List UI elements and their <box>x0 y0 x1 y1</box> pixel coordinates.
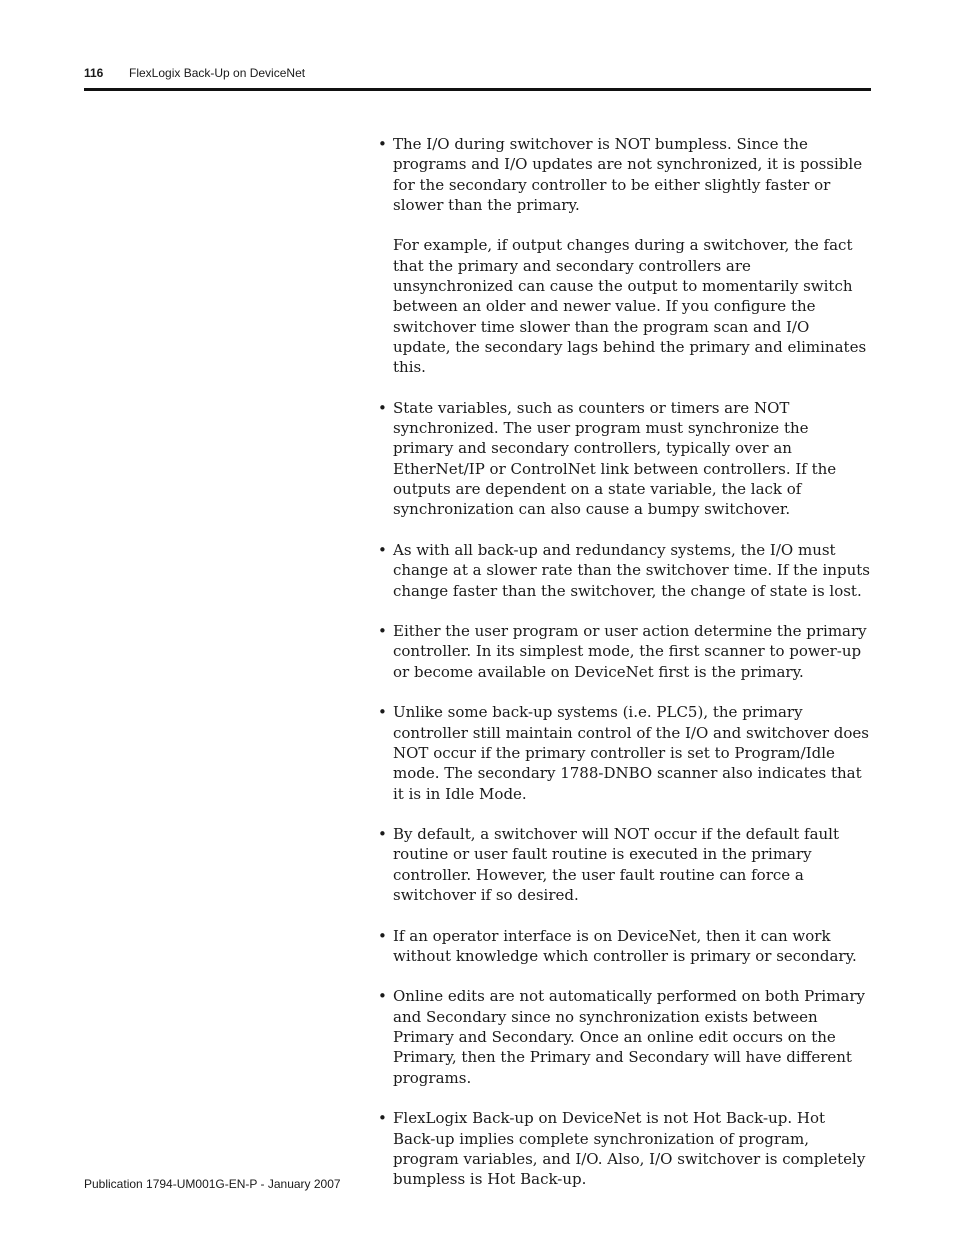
bullet-item-io-change-rate <box>378 540 871 601</box>
bullet-icon: • <box>378 1109 387 1128</box>
bullet-text: By default, a switchover will NOT occur if the default fault routine or user fault routine is executed in the primary controller. However, the user fault routine can force a switchover if so desired. <box>393 825 840 904</box>
bullet-item-fault-routine <box>378 824 871 905</box>
bullet-text: State variables, such as counters or timers are NOT synchronized. The user program must synchronize the primary and secondary controllers, typically over an EtherNet/IP or ControlNet link between controllers. If the outputs are dependent on a state variable, the lack of synchronization can also cause a bumpy switchover. <box>393 398 837 519</box>
bullet-text-continued: For example, if output changes during a switchover, the fact that the primary and secondary controllers are unsynchronized can cause the output to momentarily switch between an older and newer value. If you configure the switchover time slower than the program scan and I/O update, the secondary lags behind the primary and eliminates this. <box>393 236 867 377</box>
publication-footer: Publication 1794-UM001G-EN-P - January 2007 <box>84 1177 341 1191</box>
bullet-icon: • <box>378 398 387 417</box>
header-rule <box>84 88 871 91</box>
bullet-text: Online edits are not automatically performed on both Primary and Secondary since no synchronization exists between Primary and Secondary. Once an online edit occurs on the Primary, then the Primary and Secondary will have different programs. <box>393 987 866 1087</box>
bullet-item-program-idle-mode <box>378 702 871 803</box>
bullet-text: If an operator interface is on DeviceNet, then it can work without knowledge which controller is primary or secondary. <box>393 926 857 965</box>
bullet-icon: • <box>378 135 387 153</box>
bullet-text: Unlike some back-up systems (i.e. PLC5), the primary controller still maintain control of the I/O and switchover does NOT occur if the primary controller is set to Program/Idle mode. The secondary 1788-DNBO scanner also indicates that it is in Idle Mode. <box>393 703 869 803</box>
bullet-item-online-edits <box>378 986 871 1087</box>
bullet-text: The I/O during switchover is NOT bumpless. Since the programs and I/O updates are not synchronized, it is possible for the secondary controller to be either slightly faster or slower than the primary. <box>393 135 863 214</box>
page-header <box>84 66 871 90</box>
bullet-item-primary-determination <box>378 621 871 682</box>
bullet-icon: • <box>378 703 387 722</box>
bullet-icon: • <box>378 987 387 1006</box>
bullet-text: As with all back-up and redundancy systems, the I/O must change at a slower rate than the switchover time. If the inputs change faster than the switchover, the change of state is lost. <box>393 540 870 600</box>
bullet-item-operator-interface <box>378 926 871 967</box>
bullet-icon: • <box>378 825 387 844</box>
bullet-item-state-variables <box>378 398 871 520</box>
bullet-text: FlexLogix Back-up on DeviceNet is not Hot Back-up. Hot Back-up implies complete synchronization of program, program variables, and I/O. Also, I/O switchover is completely bumpless is Hot Back-up. <box>393 1109 866 1189</box>
bullet-item-switchover-bumpless <box>378 134 871 378</box>
bullet-icon: • <box>378 926 387 945</box>
running-title: FlexLogix Back-Up on DeviceNet <box>129 66 306 80</box>
bullet-item-hot-backup <box>378 1108 871 1189</box>
bullet-list <box>378 134 871 1210</box>
bullet-icon: • <box>378 622 387 641</box>
page-number: 116 <box>84 66 104 80</box>
bullet-icon: • <box>378 540 387 559</box>
bullet-text: Either the user program or user action determine the primary controller. In its simplest mode, the first scanner to power-up or become available on DeviceNet first is the primary. <box>393 622 867 681</box>
